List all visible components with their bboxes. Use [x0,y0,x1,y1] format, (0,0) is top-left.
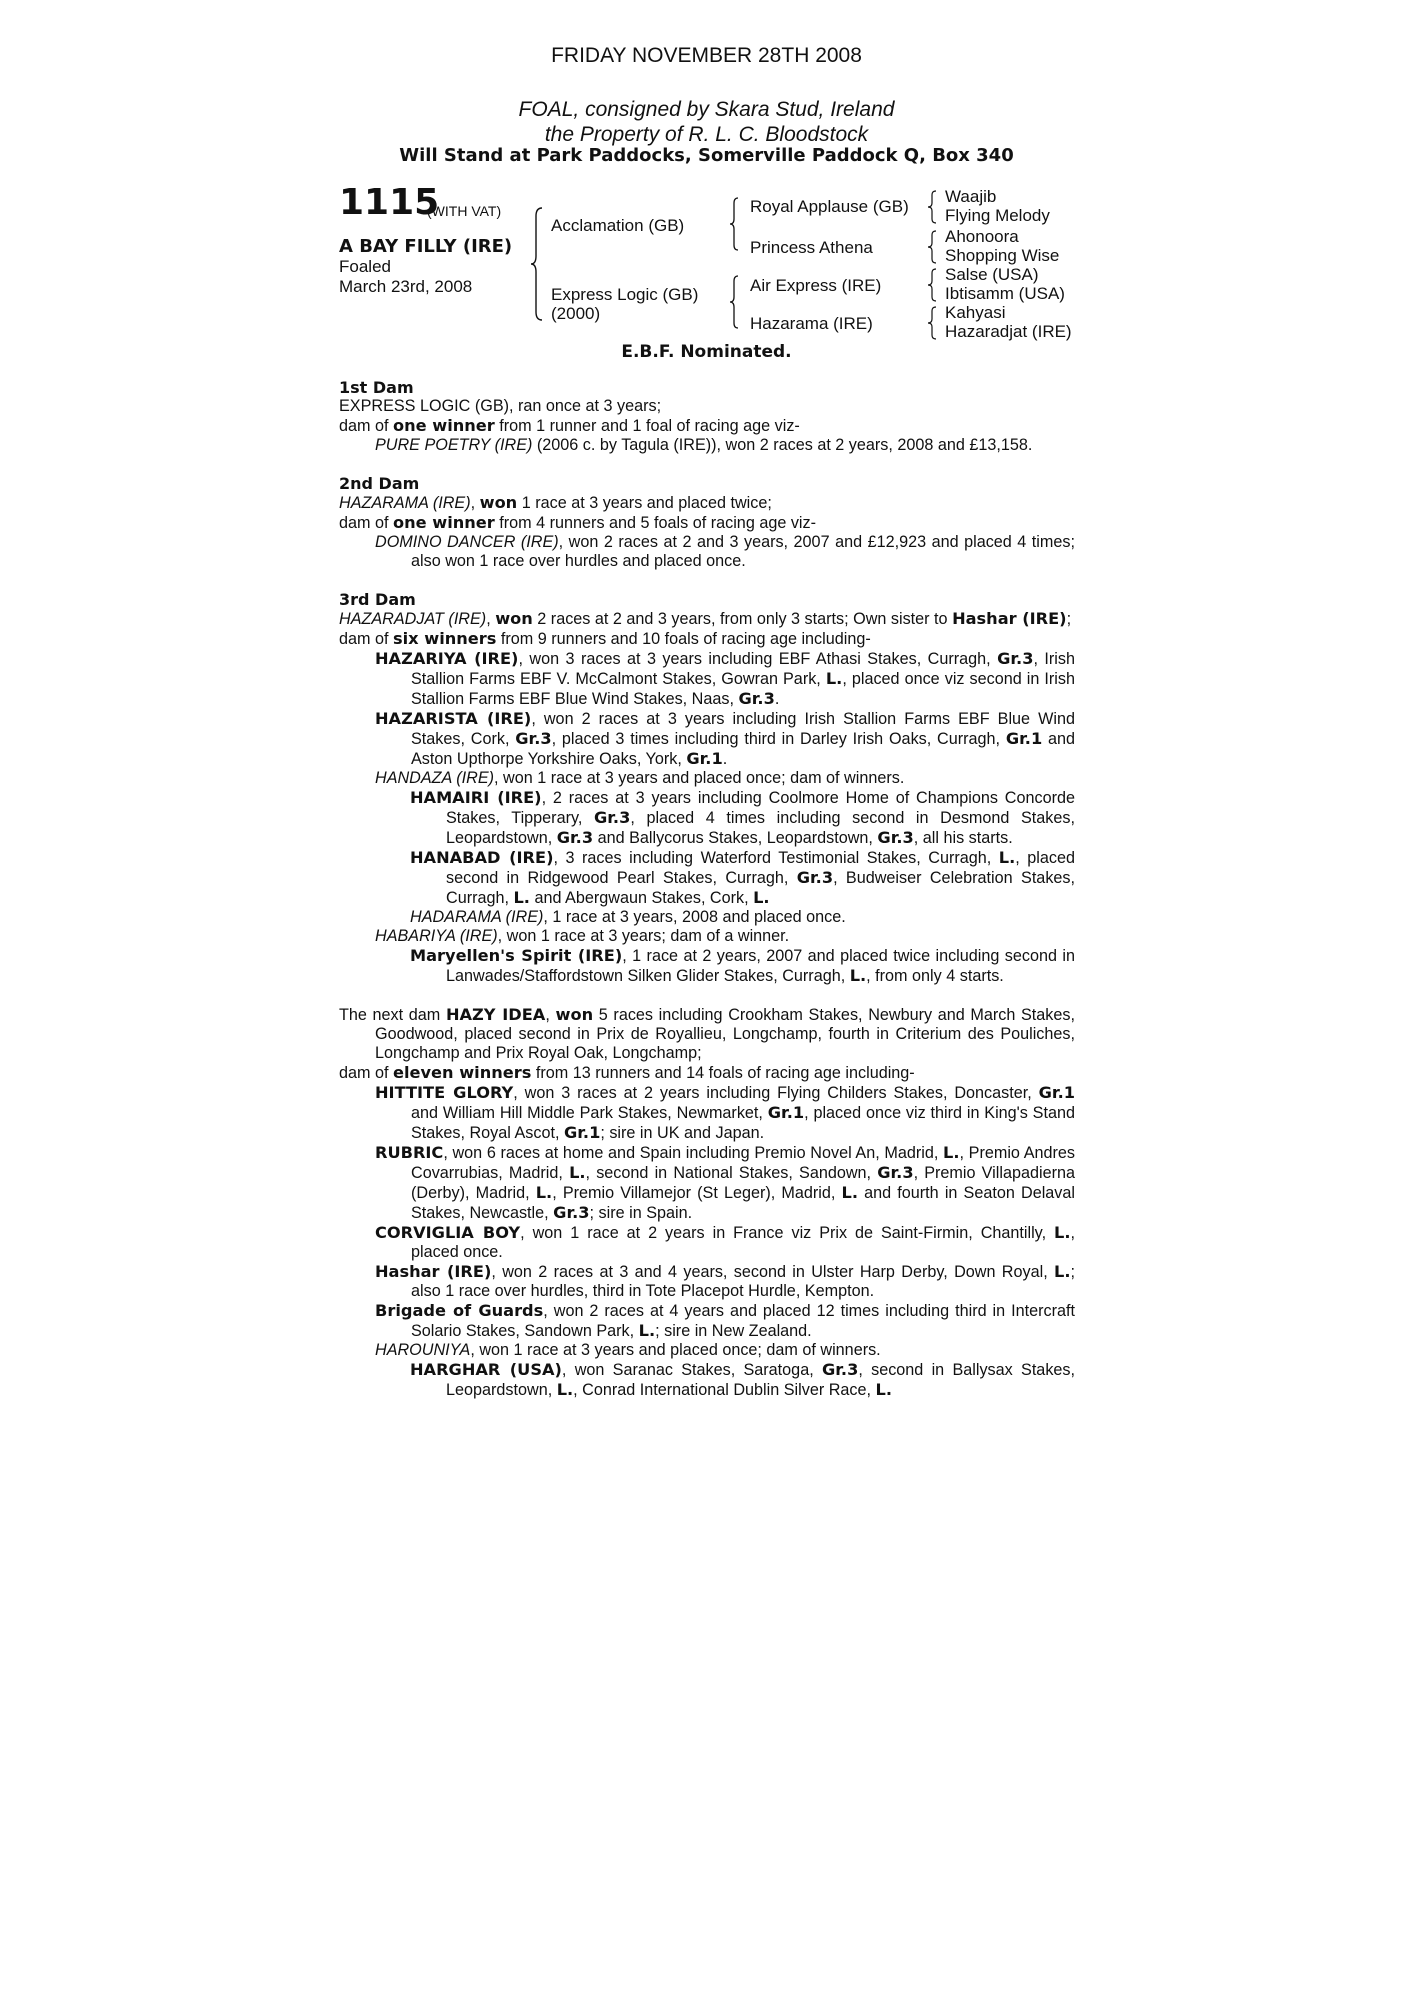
first-dam-produce-line: dam of one winner from 1 runner and 1 foal of racing age viz- [339,416,800,435]
second-dam-produce-line: dam of one winner from 4 runners and 5 foals of racing age viz- [339,513,816,532]
produce-entry: Maryellen's Spirit (IRE), 1 race at 2 years, 2007 and placed twice including second in Lanwades/Staffordstown Silken Glider Stakes, Curragh, L., from only 4 starts. [410,946,1075,985]
produce-entry: CORVIGLIA BOY, won 1 race at 2 years in France viz Prix de Saint-Firmin, Chantilly, L., placed once. [375,1223,1075,1261]
sd-brace [926,229,940,265]
produce-entry: HADARAMA (IRE), 1 race at 3 years, 2008 and placed once. [410,908,846,926]
produce-entry: RUBRIC, won 6 races at home and Spain including Premio Novel An, Madrid, L., Premio Andres Covarrubias, Madrid, L., second in National Stakes, Sandown, Gr.3, Premio Villapadierna (Derby), Madrid, L., Premio Villamejor (St Leger), Madrid, L. and fourth in Seaton Delaval Stakes, Newcastle, Gr.3; sire in Spain. [375,1143,1075,1222]
pedigree-sds: Ahonoora [945,227,1019,246]
dd-brace [926,305,940,341]
pedigree-sdd: Shopping Wise [945,246,1060,265]
stand-location: Will Stand at Park Paddocks, Somerville Paddock Q, Box 340 [399,145,1014,166]
third-dam-line: HAZARADJAT (IRE), won 2 races at 2 and 3 years, from only 3 starts; Own sister to Hashar (IRE); [339,609,1072,628]
pedigree-notes [339,378,1075,1400]
produce-entry: HAZARIYA (IRE), won 3 races at 3 years including EBF Athasi Stakes, Curragh, Gr.3, Irish Stallion Farms EBF V. McCalmont Stakes, Gowran Park, L., placed once viz second in Irish Stallion Farms EBF Blue Wind Stakes, Naas, Gr.3. [375,649,1075,708]
produce-entry: HAROUNIYA, won 1 race at 3 years and placed once; dam of winners. [375,1341,881,1359]
produce-entry: HAZARISTA (IRE), won 2 races at 3 years including Irish Stallion Farms EBF Blue Wind Stakes, Cork, Gr.3, placed 3 times including third in Darley Irish Oaks, Curragh, Gr.1 and Aston Upthorpe Yorkshire Oaks, York, Gr.1. [375,709,1076,768]
pedigree-ssd: Flying Melody [945,206,1050,225]
third-dam-produce-line: dam of six winners from 9 runners and 10 foals of racing age including- [339,629,871,648]
sale-date: FRIDAY NOVEMBER 28TH 2008 [551,44,862,67]
horse-description: A BAY FILLY (IRE) [339,236,513,257]
foaled-label: Foaled [339,257,391,276]
ss-brace [926,189,940,225]
dam-brace [728,274,742,330]
sire-brace [728,196,742,252]
vat-note: (WITH VAT) [427,203,502,219]
produce-entry: HAMAIRI (IRE), 2 races at 3 years including Coolmore Home of Champions Concorde Stakes, Tipperary, Gr.3, placed 4 times including second in Desmond Stakes, Leopardstown, Gr.3 and Ballycorus Stakes, Leopardstown, Gr.3, all his starts. [410,788,1075,847]
produce-entry: HITTITE GLORY, won 3 races at 2 years including Flying Childers Stakes, Doncaster, Gr.1 and William Hill Middle Park Stakes, Newmarket, Gr.1, placed once viz third in King's Stand Stakes, Royal Ascot, Gr.1; sire in UK and Japan. [375,1083,1075,1142]
pedigree-sire: Acclamation (GB) [551,216,685,235]
pedigree-dds: Kahyasi [945,303,1006,322]
pedigree-dam-dam: Hazarama (IRE) [750,314,873,333]
produce-entry: HANABAD (IRE), 3 races including Waterford Testimonial Stakes, Curragh, L., placed second in Ridgewood Pearl Stakes, Curragh, Gr.3, Budweiser Celebration Stakes, Curragh, L. and Abergwaun Stakes, Cork, L. [410,848,1076,907]
pedigree-dam: Express Logic (GB) [551,285,699,304]
next-dam-produce-line: dam of eleven winners from 13 runners and 14 foals of racing age including- [339,1063,915,1082]
foaled-date: March 23rd, 2008 [339,277,473,296]
first-dam-line: EXPRESS LOGIC (GB), ran once at 3 years; [339,397,662,415]
second-dam-heading: 2nd Dam [339,474,420,493]
pedigree-main-brace [528,206,550,322]
produce-entry: Hashar (IRE), won 2 races at 3 and 4 years, second in Ulster Harp Derby, Down Royal, L.; also 1 race over hurdles, third in Tote Placepot Hurdle, Kempton. [375,1262,1075,1300]
pedigree-dss: Salse (USA) [945,265,1039,284]
consignor-line: FOAL, consigned by Skara Stud, Ireland [518,98,895,121]
pedigree-ddd: Hazaradjat (IRE) [945,322,1072,341]
ebf-nomination: E.B.F. Nominated. [621,342,792,362]
third-dam-heading: 3rd Dam [339,590,416,609]
pedigree-dam-sire: Air Express (IRE) [750,276,882,295]
produce-entry: HANDAZA (IRE), won 1 race at 3 years and placed once; dam of winners. [375,769,905,787]
ds-brace [926,267,940,303]
pedigree-sire-sire: Royal Applause (GB) [750,197,909,216]
pedigree-sire-dam: Princess Athena [750,238,873,257]
produce-entry: PURE POETRY (IRE) (2006 c. by Tagula (IRE)), won 2 races at 2 years, 2008 and £13,158. [375,436,1033,454]
foaled-info [339,257,472,297]
first-dam-heading: 1st Dam [339,378,414,397]
property-line: the Property of R. L. C. Bloodstock [544,123,869,146]
produce-entry: HARGHAR (USA), won Saranac Stakes, Saratoga, Gr.3, second in Ballysax Stakes, Leopardstown, L., Conrad International Dublin Silver Race, L. [410,1360,1076,1399]
pedigree-dam-year: (2000) [551,304,601,323]
pedigree-dsd: Ibtisamm (USA) [945,284,1065,303]
next-dam-line: The next dam HAZY IDEA, won 5 races including Crookham Stakes, Newbury and March Stakes, Goodwood, placed second in Prix de Royallieu, Longchamp, fourth in Criterium des Pouliches, Longchamp and Prix Royal Oak, Longchamp; [339,1005,1075,1062]
second-dam-line: HAZARAMA (IRE), won 1 race at 3 years and placed twice; [339,493,772,512]
produce-entry: HABARIYA (IRE), won 1 race at 3 years; dam of a winner. [375,927,790,945]
produce-entry: DOMINO DANCER (IRE), won 2 races at 2 and 3 years, 2007 and £12,923 and placed 4 times; also won 1 race over hurdles and placed once. [375,533,1075,570]
produce-entry: Brigade of Guards, won 2 races at 4 years and placed 12 times including third in Intercraft Solario Stakes, Sandown Park, L.; sire in New Zealand. [375,1301,1076,1340]
pedigree-sss: Waajib [945,187,997,206]
lot-number: 1115 [339,182,440,223]
